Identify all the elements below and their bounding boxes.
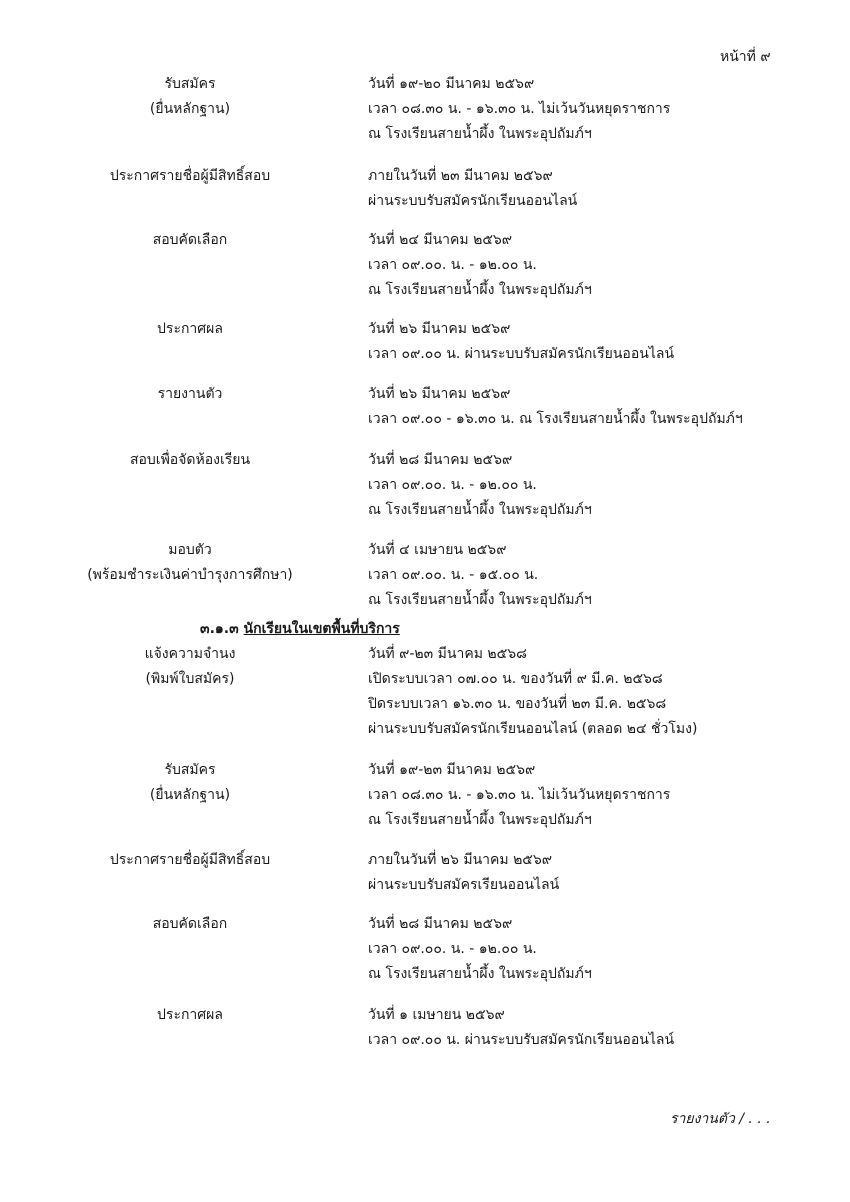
footer-continuation: รายงานตัว / . . . [670, 1111, 771, 1127]
row-label: มอบตัว (พร้อมชำระเงินค่าบำรุงการศึกษา) [87, 542, 293, 583]
row-details: ภายในวันที่ ๒๓ มีนาคม ๒๕๖๙ ผ่านระบบรับสมัครนักเรียนออนไลน์ [368, 168, 578, 209]
row-label: ประกาศรายชื่อผู้มีสิทธิ์สอบ [109, 852, 271, 868]
row-label: ประกาศรายชื่อผู้มีสิทธิ์สอบ [109, 168, 271, 184]
row-details: วันที่ ๑ เมษายน ๒๕๖๙ เวลา ๐๙.๐๐ น. ผ่านระบบรับสมัครนักเรียนออนไลน์ [368, 1007, 675, 1048]
row-details: วันที่ ๑๙-๒๐ มีนาคม ๒๕๖๙ เวลา ๐๘.๓๐ น. - ๑๖.๓๐ น. ไม่เว้นวันหยุดราชการ ณ โรงเรียนสายน้ำผึ้ง ในพระอุปถัมภ์ฯ [368, 76, 671, 142]
row-label: รายงานตัว [157, 386, 223, 402]
row-details: วันที่ ๒๖ มีนาคม ๒๕๖๙ เวลา ๐๙.๐๐ น. ผ่านระบบรับสมัครนักเรียนออนไลน์ [368, 321, 675, 362]
row-details: วันที่ ๒๘ มีนาคม ๒๕๖๙ เวลา ๐๙.๐๐. น. - ๑๒.๐๐ น. ณ โรงเรียนสายน้ำผึ้ง ในพระอุปถัมภ์ฯ [368, 452, 592, 518]
row-label: สอบคัดเลือก [152, 916, 228, 932]
row-label: แจ้งความจำนง (พิมพ์ใบสมัคร) [144, 646, 236, 687]
page-number: หน้าที่ ๙ [720, 49, 771, 65]
row-label: รับสมัคร (ยื่นหลักฐาน) [149, 76, 231, 117]
row-details: วันที่ ๔ เมษายน ๒๕๖๙ เวลา ๐๙.๐๐. น. - ๑๕.๐๐ น. ณ โรงเรียนสายน้ำผึ้ง ในพระอุปถัมภ์ฯ [368, 542, 592, 608]
row-details: วันที่ ๑๙-๒๓ มีนาคม ๒๕๖๙ เวลา ๐๘.๓๐ น. - ๑๖.๓๐ น. ไม่เว้นวันหยุดราชการ ณ โรงเรียนสายน้ำผึ้ง ในพระอุปถัมภ์ฯ [368, 762, 671, 828]
row-details: วันที่ ๙-๒๓ มีนาคม ๒๕๖๘ เปิดระบบเวลา ๐๗.๐๐ น. ของวันที่ ๙ มี.ค. ๒๕๖๘ ปิดระบบเวลา ๑๖.๓๐ น. ของวันที่ ๒๓ มี.ค. ๒๕๖๘ ผ่านระบบรับสมัครนักเรียนออนไลน์ (ตลอด ๒๔ ชั่วโมง) [368, 646, 698, 737]
row-details: วันที่ ๒๖ มีนาคม ๒๕๖๙ เวลา ๐๙.๐๐ - ๑๖.๓๐ น. ณ โรงเรียนสายน้ำผึ้ง ในพระอุปถัมภ์ฯ [368, 386, 743, 427]
row-label: ประกาศผล [157, 1007, 223, 1023]
row-label: สอบเพื่อจัดห้องเรียน [129, 452, 251, 468]
section-title: นักเรียนในเขตพื้นที่บริการ [243, 621, 400, 637]
row-label: รับสมัคร (ยื่นหลักฐาน) [149, 762, 231, 803]
row-details: ภายในวันที่ ๒๖ มีนาคม ๒๕๖๙ ผ่านระบบรับสมัครเรียนออนไลน์ [368, 852, 560, 893]
section-number: ๓.๑.๓ [200, 621, 239, 637]
row-details: วันที่ ๒๘ มีนาคม ๒๕๖๙ เวลา ๐๙.๐๐. น. - ๑๒.๐๐ น. ณ โรงเรียนสายน้ำผึ้ง ในพระอุปถัมภ์ฯ [368, 916, 592, 982]
row-details: วันที่ ๒๔ มีนาคม ๒๕๖๙ เวลา ๐๙.๐๐. น. - ๑๒.๐๐ น. ณ โรงเรียนสายน้ำผึ้ง ในพระอุปถัมภ์ฯ [368, 232, 592, 298]
row-label: ประกาศผล [157, 321, 223, 337]
row-label: สอบคัดเลือก [152, 232, 228, 248]
section-heading [200, 617, 400, 642]
